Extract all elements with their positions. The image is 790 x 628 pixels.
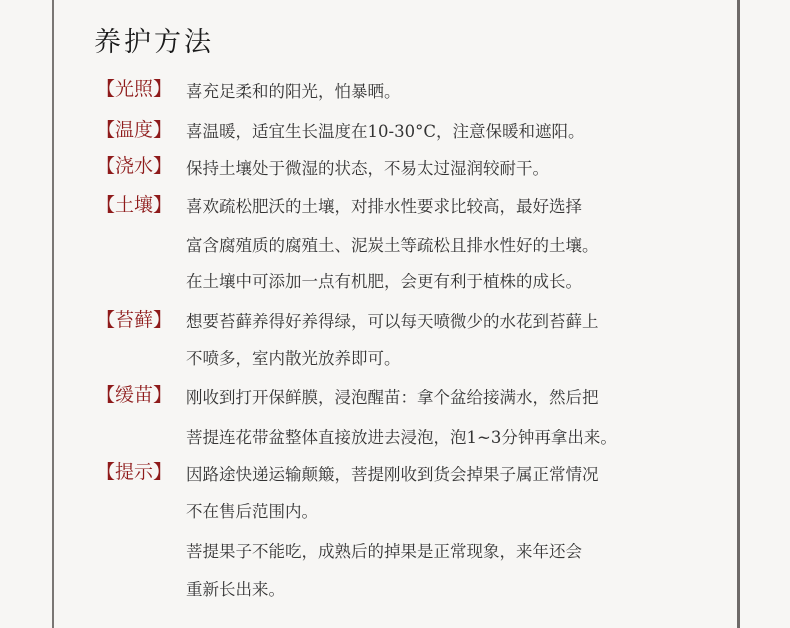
section-tag-moss: 【苔藓】	[96, 309, 173, 331]
left-frame-line	[52, 0, 54, 628]
section-tag-soil: 【土壤】	[96, 194, 173, 216]
section-text-tip-1: 因路途快递运输颠簸，菩提刚收到货会掉果子属正常情况	[186, 465, 599, 484]
section-text-recovery-2: 菩提连花带盆整体直接放进去浸泡，泡1~3分钟再拿出来。	[186, 428, 617, 447]
section-tag-recovery: 【缓苗】	[96, 384, 173, 406]
right-frame-line	[737, 0, 740, 628]
section-text-soil-3: 在土壤中可添加一点有机肥，会更有利于植株的成长。	[186, 272, 582, 291]
section-text-moss-1: 想要苔藓养得好养得绿，可以每天喷微少的水花到苔藓上	[186, 312, 599, 331]
section-tag-temperature: 【温度】	[96, 119, 173, 141]
section-tag-tip: 【提示】	[96, 461, 173, 483]
section-text-temperature: 喜温暖，适宜生长温度在10-30°C，注意保暖和遮阳。	[186, 122, 585, 141]
section-text-soil-1: 喜欢疏松肥沃的土壤，对排水性要求比较高，最好选择	[186, 197, 582, 216]
section-text-tip-2: 不在售后范围内。	[186, 502, 318, 521]
section-text-light: 喜充足柔和的阳光，怕暴晒。	[186, 82, 401, 101]
section-text-soil-2: 富含腐殖质的腐殖土、泥炭土等疏松且排水性好的土壤。	[186, 236, 599, 255]
section-text-tip-4: 重新长出来。	[186, 580, 285, 599]
section-tag-watering: 【浇水】	[96, 155, 173, 177]
section-text-moss-2: 不喷多，室内散光放养即可。	[186, 349, 401, 368]
section-tag-light: 【光照】	[96, 78, 173, 100]
section-text-tip-3: 菩提果子不能吃，成熟后的掉果是正常现象，来年还会	[186, 542, 582, 561]
section-text-recovery-1: 刚收到打开保鲜膜，浸泡醒苗：拿个盆给接满水，然后把	[186, 388, 599, 407]
page-title: 养护方法	[94, 27, 214, 58]
section-text-watering: 保持土壤处于微湿的状态，不易太过湿润较耐干。	[186, 159, 549, 178]
